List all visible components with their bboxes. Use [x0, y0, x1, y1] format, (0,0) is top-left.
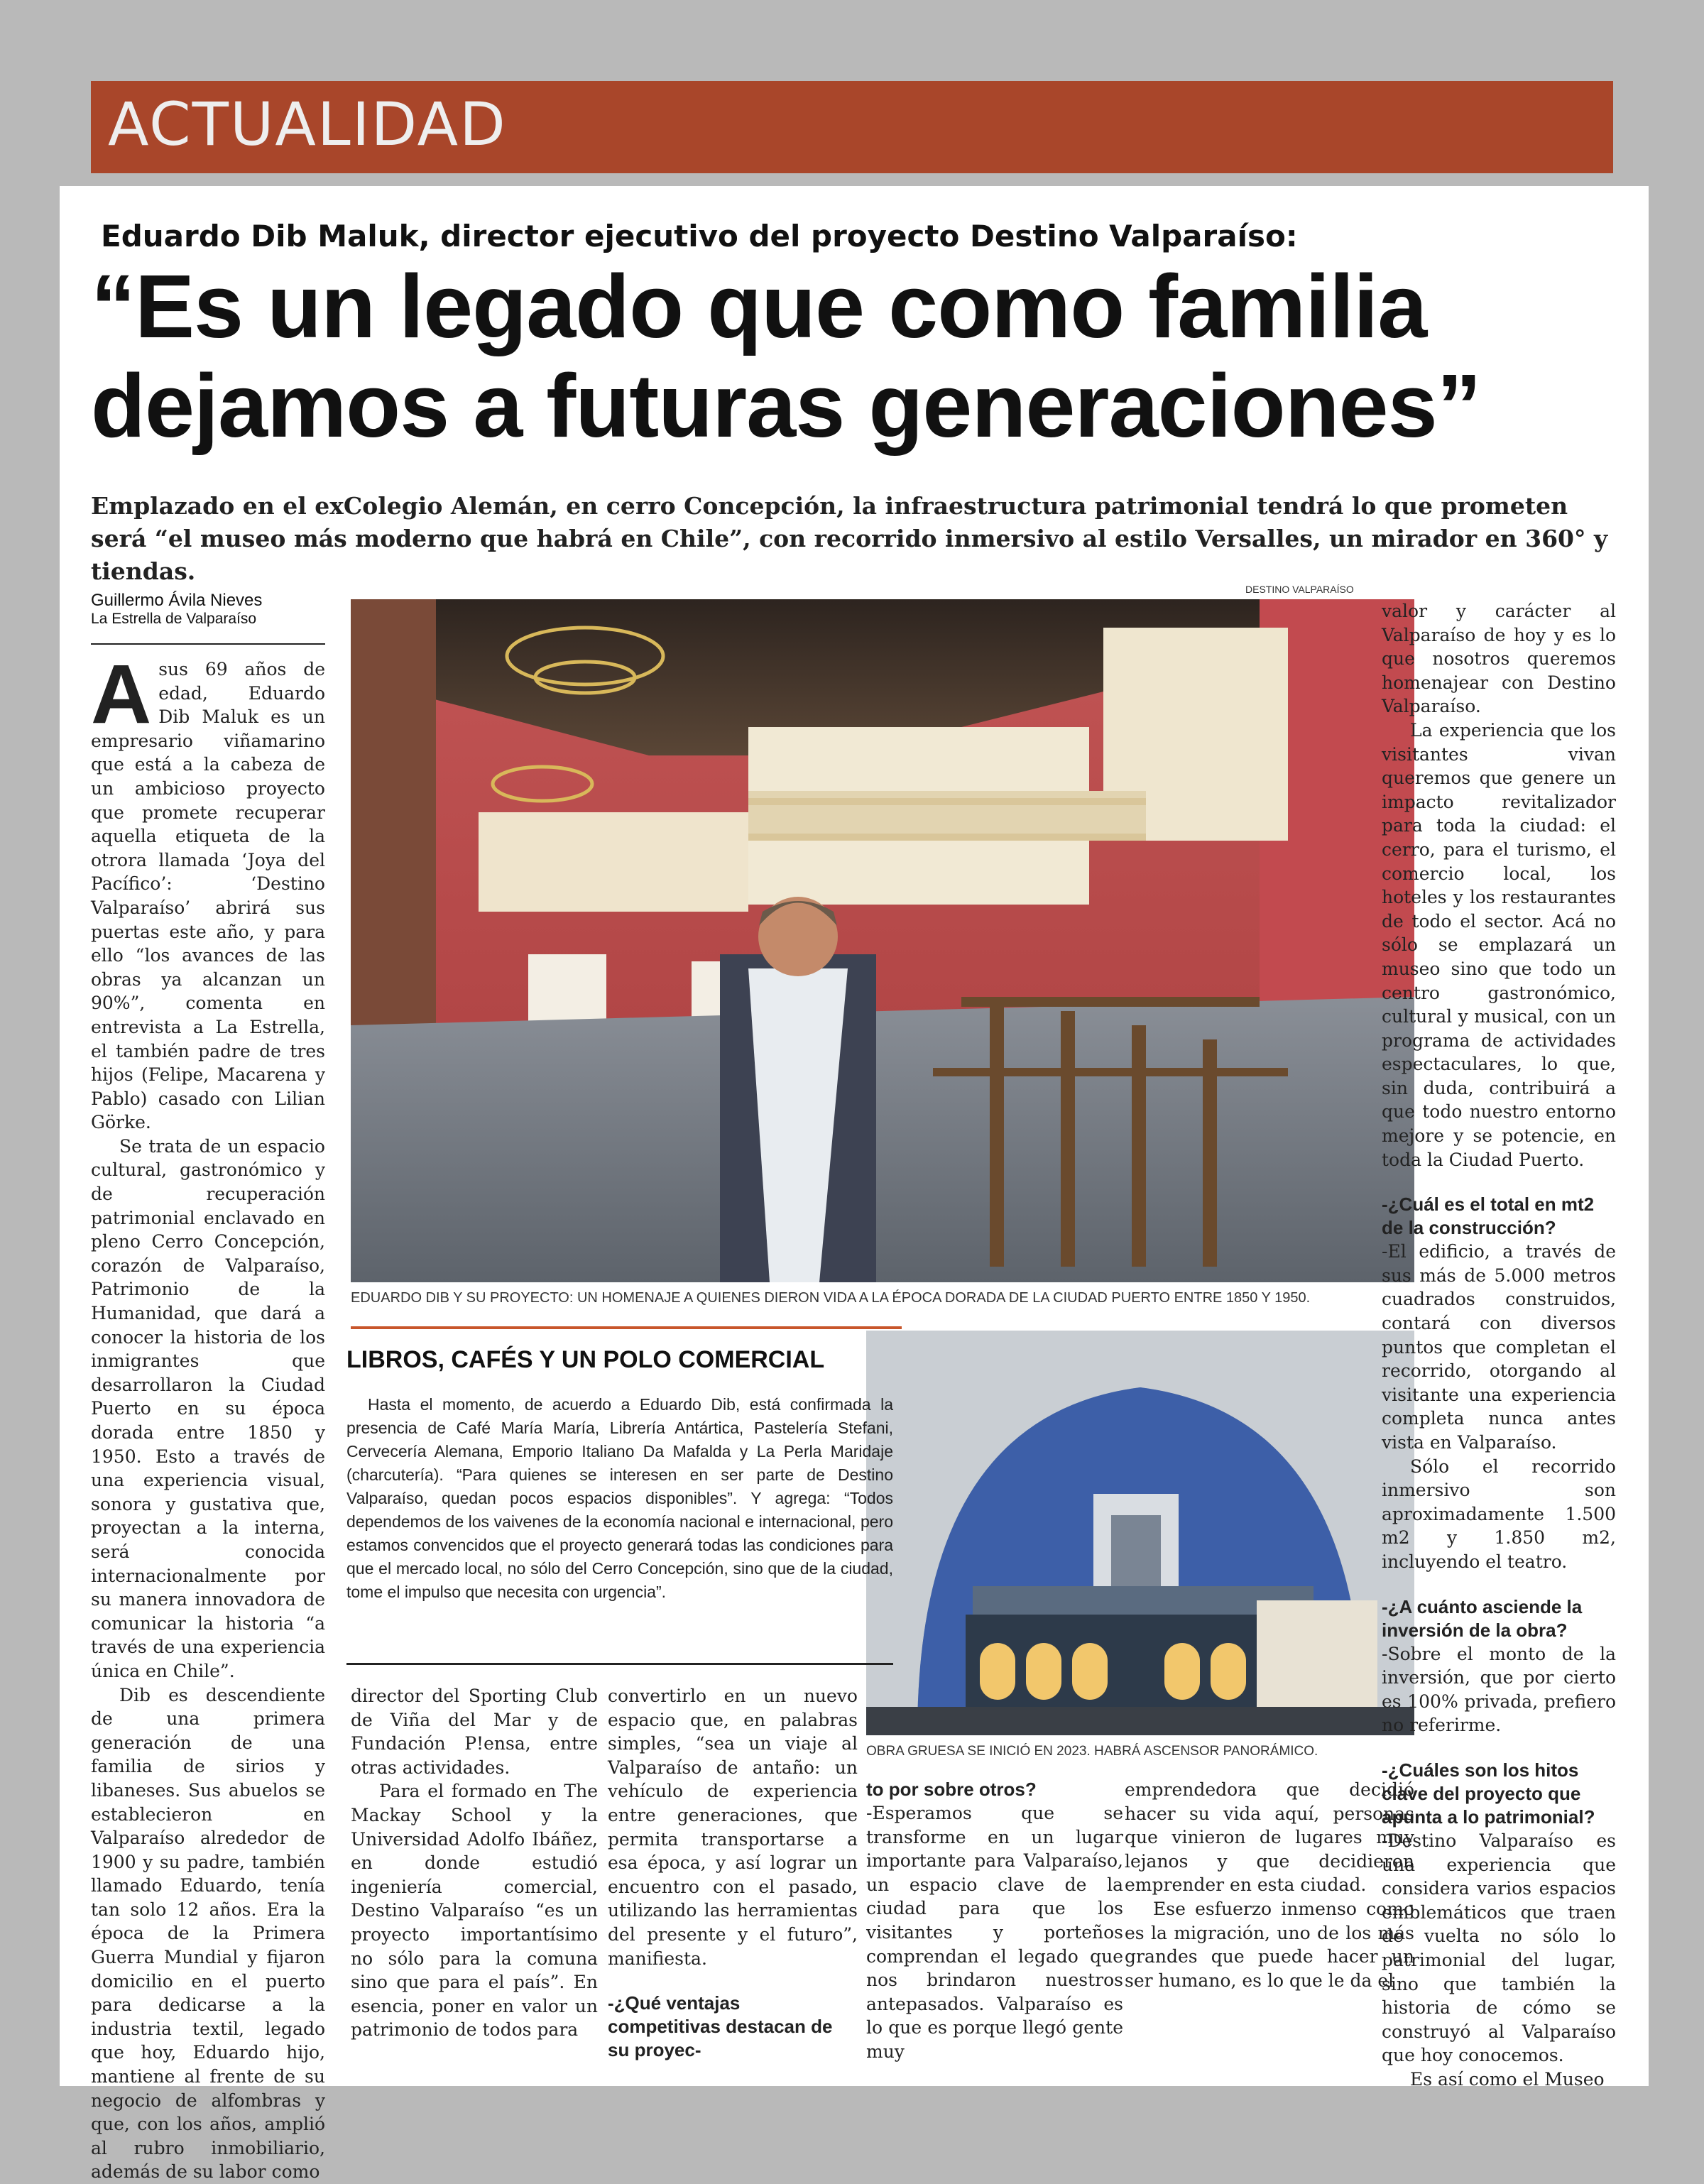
- headline: [91, 257, 1624, 456]
- column-4: [866, 1778, 1123, 2064]
- col1-paragraph-2: Se trata de un espacio cultural, gastronómico y de recuperación patrimonial enclavado en pleno Cerro Concepción, corazón de Valparaíso, Patrimonio de la Humanidad, que dará a conocer la historia de los inmigrantes que desarrollaron la Ciudad Puerto en su época dorada entre 1850 y 1950. Esto a través de una experiencia visual, sonora y gustativa que, proyectan a la interna, será conocida internacionalmente por su manera innovadora de comunicar la historia “a través de una experiencia única en Chile”.: [91, 1135, 325, 1681]
- drop-cap: A: [91, 648, 152, 741]
- section-band: [91, 81, 1613, 173]
- byline-rule: [91, 643, 325, 645]
- deck: Emplazado en el exColegio Alemán, en cerro Concepción, la infraestructura patrimonial tendrá lo que prometen será “el museo más moderno que habrá en Chile”, con recorrido inmersivo al estilo Versalles, un mirador en 360° y tiendas.: [91, 492, 1608, 585]
- col2-paragraph-2: Para el formado en The Mackay School y la Universidad Adolfo Ibáñez, en donde estudió ingeniería comercial, Destino Valparaíso “es un proyecto importantísimo no sólo para la comuna sino que para el país”. En esencia, poner en valor un patrimonio de todos para: [351, 1781, 598, 2041]
- building-illustration: [866, 1331, 1414, 1735]
- col5-paragraph-2: Ese esfuerzo inmenso como es la migración, uno de los más grandes que puede hacer un ser humano, es lo que le da el: [1125, 1898, 1414, 1991]
- outlet: La Estrella de Valparaíso: [91, 611, 257, 627]
- col6-answer-1b: Sólo el recorrido inmersivo son aproximadamente 1.500 m2 y 1.850 m2, incluyendo el teatro.: [1382, 1456, 1616, 1572]
- col6-question-3: -¿Cuáles son los hitos clave del proyecto que apunta a lo patrimonial?: [1382, 1759, 1595, 1828]
- box-top-rule: [351, 1326, 902, 1329]
- col6-answer-3: -Destino Valparaíso es una experiencia que considera varios espacios emblemáticos que traen de vuelta no sólo lo patrimonial del lugar, sino que también la historia de cómo se construyó al Valparaíso que hoy conocemos.: [1382, 1830, 1616, 2066]
- column-6: [1382, 599, 1616, 2091]
- column-2: [351, 1684, 598, 2042]
- article-page: [60, 186, 1649, 2183]
- col5-paragraph-1: emprendedora que decidió hacer su vida aquí, personas que vinieron de lugares muy lejanos y que decidieron emprender en esta ciudad.: [1125, 1779, 1414, 1896]
- second-photo: [866, 1331, 1414, 1735]
- box-paragraph: Hasta el momento, de acuerdo a Eduardo Dib, está confirmada la presencia de Café María María, Librería Antártica, Pastelería Stefani, Cervecería Alemana, Emporio Italiano Da Mafalda y La Perla Maridaje (charcutería). “Para quienes se interesen en ser parte de Destino Valparaíso, quedan pocos espacios disponibles”. Y agrega: “Todos dependemos de los vaivenes de la economía nacional e internacional, pero estamos convencidos que el proyecto generará todas las condiciones para que el mercado local, no sólo del Cerro Concepción, sino que de la ciudad, tome el impulso que necesita con urgencia”.: [346, 1395, 893, 1601]
- col6-answer-2: -Sobre el monto de la inversión, que por cierto es 100% privada, prefiero no referirme.: [1382, 1643, 1616, 1736]
- col1-paragraph-1: [91, 648, 325, 1135]
- section-title: ACTUALIDAD: [108, 89, 507, 159]
- main-photo: [351, 599, 1414, 1282]
- box-text: [346, 1393, 893, 1604]
- col4-paragraph-1: -Esperamos que se transforme en un lugar importante para Valparaíso, un espacio clave de la ciudad para que los visitantes y porteños comprendan el legado que nos brindaron nuestros antepasados. Valparaíso es lo que es porque llegó gente muy: [866, 1803, 1123, 2062]
- box-title: LIBROS, CAFÉS Y UN POLO COMERCIAL: [346, 1346, 825, 1373]
- column-1: [91, 648, 325, 2184]
- byline: [91, 591, 325, 628]
- col6-paragraph-2: La experiencia que los visitantes vivan queremos que genere un impacto revitalizador para toda la ciudad: el cerro, para el turismo, el comercio local, los hoteles y los restaurantes de todo el sector. Acá no sólo se emplazará un museo sino que todo un centro gastronómico, cultural y musical, con un programa de actividades espectaculares, lo que, sin duda, contribuirá a que todo nuestro entorno mejore y se potencie, en toda la Ciudad Puerto.: [1382, 719, 1616, 1170]
- col6-answer-3b: Es así como el Museo: [1410, 2068, 1605, 2090]
- col6-answer-1: -El edificio, a través de sus más de 5.000 metros cuadrados construidos, contará con diversos puntos que completan el recorrido, otorgando al visitante una experiencia completa nunca antes vista en Valparaíso.: [1382, 1241, 1616, 1453]
- hall-illustration: [351, 599, 1414, 1282]
- main-photo-caption: EDUARDO DIB Y SU PROYECTO: UN HOMENAJE A QUIENES DIERON VIDA A LA ÉPOCA DORADA DE LA CIUDAD PUERTO ENTRE 1850 Y 1950.: [351, 1290, 1311, 1306]
- col1-paragraph-3: Dib es descendiente de una primera generación de una familia de sirios y libaneses. Sus abuelos se establecieron en Valparaíso alrededor de 1900 y su padre, también llamado Eduardo, tenía tan solo 12 años. Era la época de la Primera Guerra Mundial y fijaron domicilio en el puerto para dedicarse a la industria textil, legado que hoy, Eduardo hijo, mantiene al frente de su negocio de alfombras y que, con los años, amplió al rubro inmobiliario, además de su labor como: [91, 1684, 325, 2183]
- col2-paragraph-1: director del Sporting Club de Viña del Mar y de Fundación P!ensa, entre otras actividades.: [351, 1686, 598, 1778]
- box-bottom-rule: [346, 1663, 893, 1665]
- col6-paragraph-1: valor y carácter al Valparaíso de hoy y es lo que nosotros queremos homenajear con Destino Valparaíso.: [1382, 601, 1616, 717]
- kicker: Eduardo Dib Maluk, director ejecutivo del proyecto Destino Valparaíso:: [101, 219, 1298, 253]
- col1-lead-text: sus 69 años de edad, Eduardo Dib Maluk es un empresario viñamarino que está a la cabeza de un ambicioso proyecto que promete recuperar aquella etiqueta de la otrora llamada ‘Joya del Pacífico’: ‘Destino Valparaíso’ abrirá sus puertas este año, y para ello “los avances de las obras ya alcanzan un 90%”, comenta en entrevista a La Estrella, el también padre de tres hijos (Felipe, Macarena y Pablo) casado con Lilian Görke.: [91, 659, 325, 1133]
- photo-credit: DESTINO VALPARAÍSO: [1245, 584, 1354, 595]
- author: Guillermo Ávila Nieves: [91, 591, 263, 610]
- column-5: [1125, 1778, 1414, 1992]
- second-photo-caption: OBRA GRUESA SE INICIÓ EN 2023. HABRÁ ASCENSOR PANORÁMICO.: [866, 1744, 1318, 1759]
- column-3: [608, 1684, 858, 2062]
- col3-question-1: -¿Qué ventajas competitivas destacan de su proyec-: [608, 1992, 833, 2061]
- col6-question-2: -¿A cuánto asciende la inversión de la obra?: [1382, 1595, 1583, 1641]
- col6-question-1: -¿Cuál es el total en mt2 de la construcción?: [1382, 1194, 1595, 1239]
- headline-line-2: dejamos a futuras generaciones”: [91, 356, 1481, 456]
- col3-paragraph-1: convertirlo en un nuevo espacio que, en palabras simples, “sea un viaje al Valparaíso de antaño: un vehículo de experiencia entre generaciones, que permita transportarse a esa época, y así lograr un encuentro con el pasado, utilizando las herramientas del presente y el futuro”, manifiesta.: [608, 1686, 858, 1969]
- col4-question-1: to por sobre otros?: [866, 1779, 1037, 1800]
- headline-line-1: “Es un legado que como familia: [91, 256, 1427, 356]
